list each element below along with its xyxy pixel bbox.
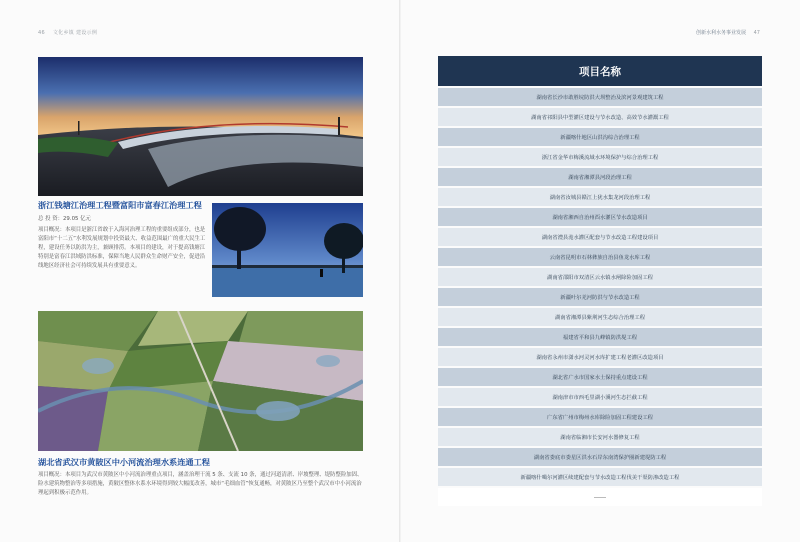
table-row: 浙江省金华市梅溪流域水环境保护与综合治理工程 <box>438 148 762 166</box>
embankment-panorama-photo <box>38 57 363 196</box>
project-description-hangzhou: 项目概况：本项目是浙江省敢于入海河治理工程的重要组成部分，也是富阳市“十二五”水利发展规划中投资最大、收益范围最广的重大民生工程，建设任务以防洪为主，兼顾排涝。本项目的建设，对于提高钱塘江特别是富春江洪域防洪标准，保障当地人民群众生命财产安全，促进沿线地区经济社会可持续发展具有重要意义。 <box>38 227 206 269</box>
page-gutter <box>399 0 401 542</box>
table-row: 湖南省澧县洈水灌区配套与节水改造工程建设项目 <box>438 228 762 246</box>
table-row: 湖南省长沙市敢胜垸防洪大坝整治及滨河景观建筑工程 <box>438 88 762 106</box>
project-name-table <box>438 56 762 508</box>
river-sunset-photo <box>212 203 363 297</box>
right-brand-text: 创新水利水务事业发展 <box>696 30 747 36</box>
table-row: 湖南省临湘市长安河水器修复工程 <box>438 428 762 446</box>
right-page-number: 47 <box>753 30 760 36</box>
table-body <box>438 88 762 486</box>
table-row: 云南省昆明市石林彝族自治县鱼龙水库工程 <box>438 248 762 266</box>
table-row: 新疆喀什噶尔河灌区续建配套与节水改造工程伐美干渠防渗改造工程 <box>438 468 762 486</box>
project-title-wuhan: 湖北省武汉市黄陂区中小河流治理水系连通工程 <box>38 458 210 467</box>
left-running-header <box>38 29 97 36</box>
left-section-title: 文化乡镇 建设示例 <box>52 30 98 36</box>
table-row: 湖南省汝城县赣江上犹水集龙河段治理工程 <box>438 188 762 206</box>
table-row: 福建省平和县九峰镇防洪堤工程 <box>438 328 762 346</box>
project-description-wuhan: 项目概况：本项目为武汉市黄陂区中小河流治理重点项目，涵盖治理干流 5 条、支流 10 条，通过河道清淤、岸坡整理、堤防整险加固、险水建筑物整治等多项措施，黄陂区整体水系水环境得到较大幅度改善，城市“毛细血管”恢复通畅，对黄陂区乃至整个武汉市中小河流治理起到积极示范作用。 <box>38 472 363 496</box>
table-row: 湖南省祁阳县中型灌区建设与节水改造、高效节水灌溉工程 <box>438 108 762 126</box>
table-row: 湖南省湘潭县河段治理工程 <box>438 168 762 186</box>
table-row: 湖南津市市西毛里湖小溪河生态拦截工程 <box>438 388 762 406</box>
table-row: 湖南省永州市潇水河灵河水库扩建工程老灌区改造项目 <box>438 348 762 366</box>
table-row: 湖南省娄底市娄星区洪水石岸东南湾保护圈新建堤防工程 <box>438 448 762 466</box>
left-page-number: 46 <box>38 30 45 36</box>
table-row: 广东省广州市梅州水库除险加固工程建设工程 <box>438 408 762 426</box>
table-header: 项目名称 <box>438 56 762 86</box>
table-row: 新疆喀什地区山洪沟综合治理工程 <box>438 128 762 146</box>
project-title-hangzhou: 浙江钱塘江治理工程暨富阳市富春江治理工程 <box>38 201 202 210</box>
aerial-farmland-photo <box>38 311 363 451</box>
table-row: 湖南省湘西自治州酉水灌区节水改造项目 <box>438 208 762 226</box>
blank-row-mark <box>594 497 606 498</box>
table-row: 湖南省邵阳市双清区云水镇水闸除险加固工程 <box>438 268 762 286</box>
table-row: 新疆叶尔羌河防洪与节水改造工程 <box>438 288 762 306</box>
table-row-blank <box>438 488 762 506</box>
table-row: 湖南省湘潭县紫荆河生态综合治理工程 <box>438 308 762 326</box>
project-investment: 总 投 资：29.05 亿元 <box>38 216 91 222</box>
right-running-header <box>696 29 760 36</box>
table-row: 湖北省广水市国家水土保持重点建设工程 <box>438 368 762 386</box>
